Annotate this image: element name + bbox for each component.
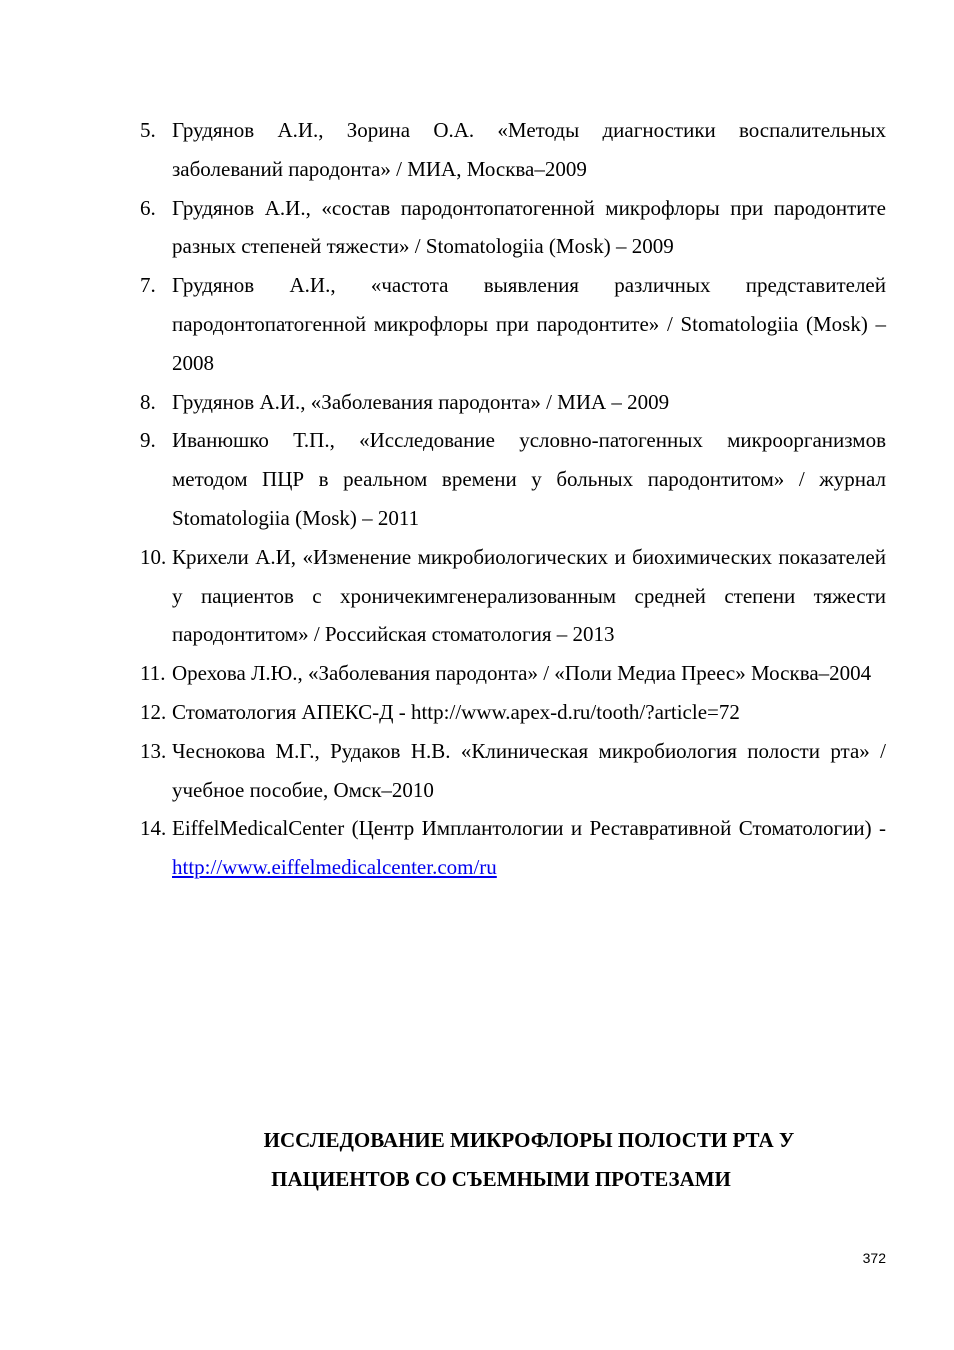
section-heading-line-1: ИССЛЕДОВАНИЕ МИКРОФЛОРЫ ПОЛОСТИ РТА У	[263, 1128, 795, 1152]
reference-item	[140, 189, 886, 267]
reference-link[interactable]: http://www.eiffelmedicalcenter.com/ru	[172, 855, 497, 880]
reference-number: 5.	[140, 118, 156, 142]
reference-number: 6.	[140, 195, 156, 220]
reference-item	[140, 383, 886, 422]
reference-text: Грудянов А.И., «состав пародонтопатогенной микрофлоры при пародонтите разных степеней тяжести» / Stomatologiia (Mosk) – 2009	[172, 195, 886, 259]
reference-item	[140, 809, 886, 887]
reference-item	[140, 538, 886, 654]
reference-item	[140, 111, 886, 189]
reference-text: Стоматология АПЕКС-Д - http://www.apex-d.ru/tooth/?article=72	[172, 699, 740, 724]
reference-number: 14.	[140, 816, 167, 841]
reference-number: 8.	[140, 389, 156, 414]
reference-text: Крихели А.И, «Изменение микробиологических и биохимических показателей у пациентов с хроничекимгенерализованным средней степени тяжести пародонтитом» / Российская стоматология – 2013	[172, 544, 886, 647]
reference-text: Иванюшко Т.П., «Исследование условно-патогенных микроорганизмов методом ПЦР в реальном времени у больных пародонтитом» / журнал Stomatologiia (Mosk) – 2011	[172, 428, 886, 530]
page-number: 372	[862, 1250, 886, 1266]
reference-number: 9.	[140, 428, 156, 453]
reference-text: Грудянов А.И., «Заболевания пародонта» / МИА – 2009	[172, 389, 670, 414]
reference-number: 7.	[140, 273, 156, 298]
reference-number: 10.	[140, 544, 167, 569]
reference-text: Орехова Л.Ю., «Заболевания пародонта» / «Поли Медиа Преес» Москва–2004	[172, 661, 872, 686]
reference-list	[140, 111, 886, 887]
reference-item	[140, 693, 886, 732]
reference-text: Грудянов А.И., «частота выявления различных представителей пародонтопатогенной микрофлоры при пародонтите» / Stomatologiia (Mosk) – 2008	[172, 273, 886, 375]
reference-item	[140, 732, 886, 810]
reference-item	[140, 654, 886, 693]
reference-number: 13.	[140, 738, 167, 763]
section-heading-line-2: ПАЦИЕНТОВ СО СЪЕМНЫМИ ПРОТЕЗАМИ	[271, 1167, 731, 1191]
reference-item	[140, 266, 886, 382]
reference-text: Грудянов А.И., Зорина О.А. «Методы диагностики воспалительных заболеваний пародонта» / МИА, Москва–2009	[172, 118, 886, 181]
reference-text: EiffelMedicalCenter (Центр Имплантологии и Реставративной Стоматологии) -	[172, 816, 886, 841]
reference-item	[140, 421, 886, 537]
reference-text: Чеснокова М.Г., Рудаков Н.В. «Клиническая микробиология полости рта» / учебное пособие, Омск–2010	[172, 738, 886, 802]
reference-number: 12.	[140, 699, 167, 724]
reference-number: 11.	[140, 661, 166, 686]
